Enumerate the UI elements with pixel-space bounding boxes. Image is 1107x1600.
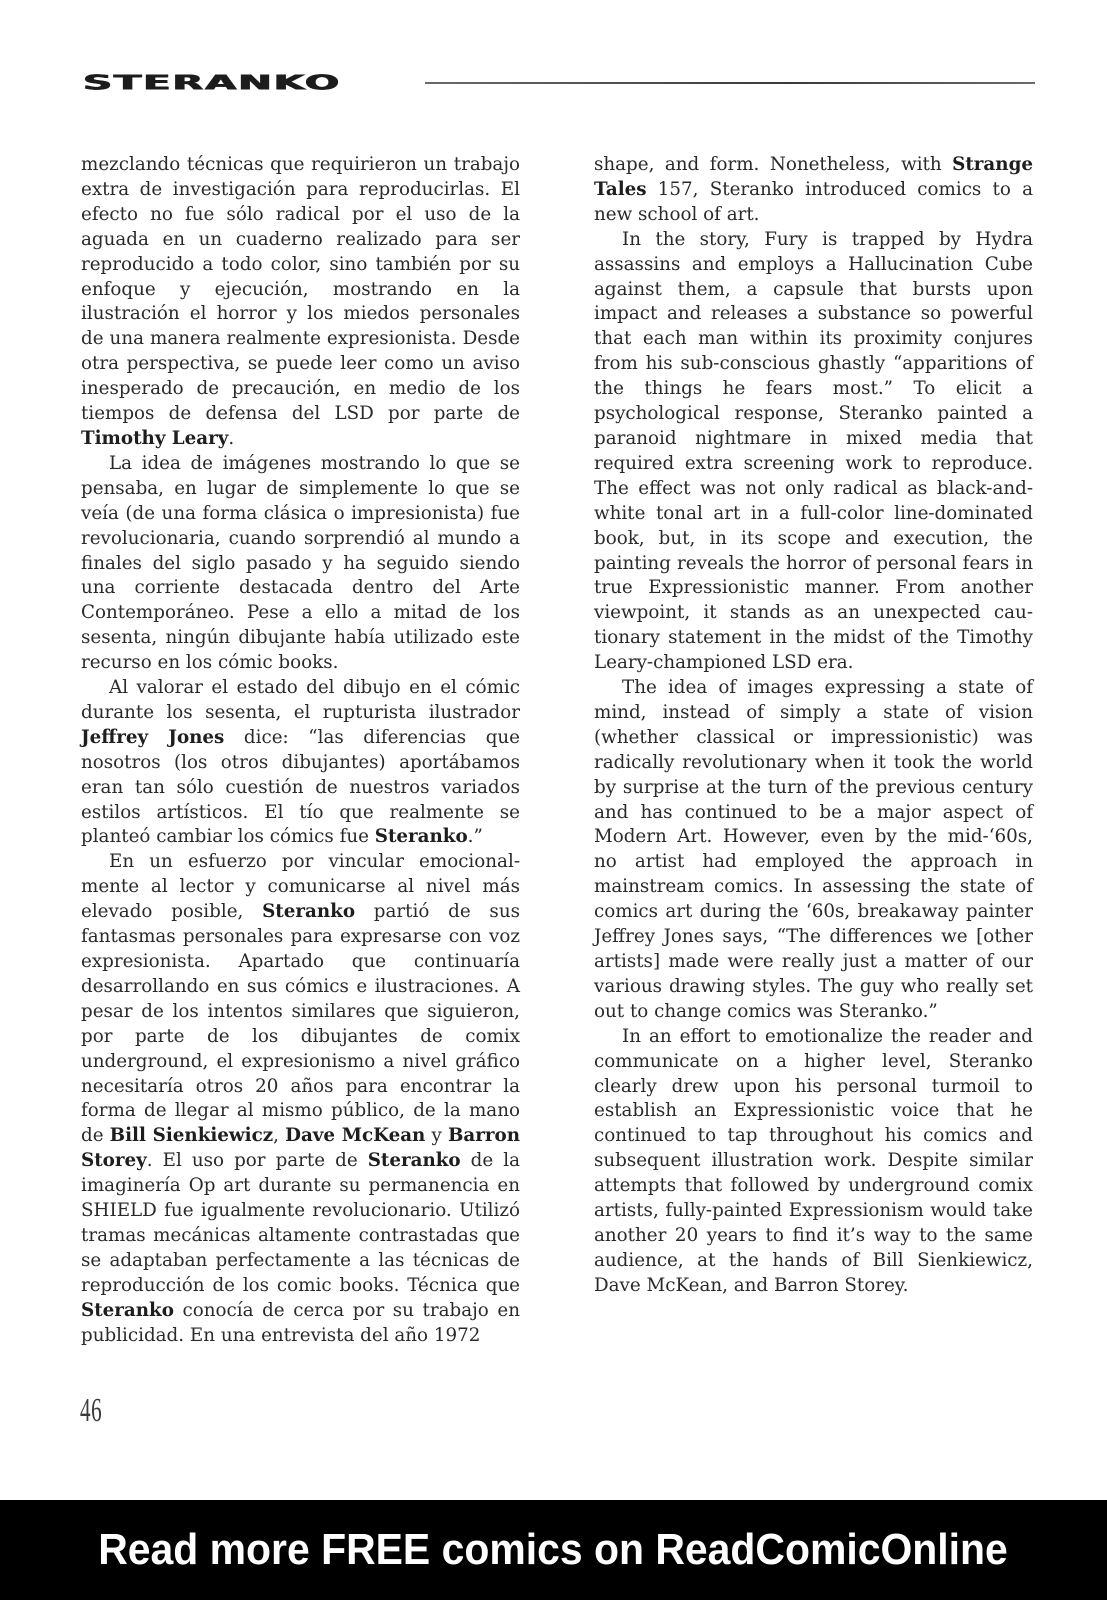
left-column <box>81 153 520 1349</box>
text-run: , <box>273 1125 286 1147</box>
text-run: En un esfuerzo por vincular emocionalmente al lector y comunicarse al nivel más elevado posible, <box>81 851 520 923</box>
text-run: La idea de imágenes mostrando lo que se pensaba, en lugar de simplemente lo que se veía (de una forma clásica o impresionista) fue revolucionaria, cuando sorprendió al mundo a finales del siglo pasado y ha seguido siendo una corriente destacada dentro del Arte Contemporáneo. Pese a ello a mitad de los sesenta, ningún dibujante había utilizado este recurso en los cómic books. <box>81 452 520 674</box>
paragraph <box>594 153 1033 228</box>
right-column <box>594 153 1033 1299</box>
text-run: In the story, Fury is trapped by Hydra assassins and employs a Hallucination Cube against them, a capsule that bursts upon impact and releases a substance so powerful that each man within its proximity conjures from his sub-conscious ghastly “apparitions of the things he fears most.” To elicit a psychological response, Steranko painted a paranoid nightmare in mixed media that required extra screening work to reproduce. The effect was not only radical as black-and-white tonal art in a full-color line-dominated book, but, in its scope and execution, the painting reveals the horror of personal fears in true Expressionistic manner. From another viewpoint, it stands as an unexpected cautionary statement in the midst of the Timothy Leary-championed LSD era. <box>594 228 1033 674</box>
page-number: 46 <box>80 1392 103 1429</box>
steranko-logo: STERANKO <box>83 70 341 95</box>
promo-banner[interactable] <box>0 1500 1107 1600</box>
bold-name: Timothy Leary <box>81 427 229 449</box>
paragraph <box>81 850 520 1348</box>
bold-name: Steranko <box>367 1150 461 1172</box>
bold-name: Barron Storey <box>81 1125 520 1172</box>
text-run: partió de sus fantasmas personales para expresarse con voz expresionista. Apartado que continuaría desarrollando en sus cómics e ilustraciones. A pesar de los intentos similares que siguieron, por parte de los dibujantes de comix underground, el expresionismo a nivel gráfico necesitaría otros 20 años para encontrar la forma de llegar al mismo público, de la mano de <box>81 901 520 1147</box>
promo-banner-text[interactable]: Read more FREE comics on ReadComicOnline <box>98 1525 1009 1574</box>
text-run: . <box>228 427 235 449</box>
header-rule <box>425 82 1035 84</box>
text-run: de la imaginería Op art durante su permanencia en SHIELD fue igualmente revolucionario. Utilizó tramas mecánicas altamente contrastadas que se adaptaban perfectamente a las técnicas de reproducción de los comic books. Técnica que <box>81 1150 521 1296</box>
text-run: y <box>425 1125 448 1147</box>
text-run: conocía de cerca por su trabajo en publicidad. En una entrevista del año 1972 <box>81 1299 520 1346</box>
paragraph <box>81 452 520 676</box>
paragraph <box>81 676 520 850</box>
bold-name: Dave McKean <box>285 1125 426 1147</box>
paragraph <box>594 228 1033 676</box>
bold-name: Strange Tales <box>594 154 1033 200</box>
bold-name: Steranko <box>81 1299 174 1321</box>
paragraph <box>594 1025 1033 1299</box>
text-run: 157, Steranko introduced comics to a new school of art. <box>594 178 1033 225</box>
bold-name: Steranko <box>374 826 468 848</box>
text-run: dice: “las diferencias que nosotros (los otros dibujantes) aportábamos eran tan sólo cuestión de nuestros variados estilos artísticos. El tío que realmente se planteó cambiar los cómics fue <box>81 726 520 848</box>
text-run: Al valorar el estado del dibujo en el cómic durante los sesenta, el rupturista ilustrador <box>81 677 520 723</box>
text-run: .” <box>467 826 483 848</box>
bold-name: Bill Sienkiewicz <box>109 1125 274 1147</box>
text-run: mezclando técnicas que requirieron un trabajo extra de investigación para reproducirlas. El efecto no fue sólo radical por el uso de la aguada en un cuaderno realizado para ser reproducido a todo color, sino también por su enfoque y ejecución, mostrando en la ilustración el horror y los miedos personales de una manera realmente expresionista. Desde otra perspectiva, se puede leer como un aviso inesperado de precaución, en medio de los tiempos de defensa del LSD por parte de <box>81 154 520 425</box>
text-run: The idea of images expressing a state of mind, instead of simply a state of vision (whether classical or impressionistic) was radically revolutionary when it took the world by surprise at the turn of the previous century and has continued to be a major aspect of Modern Art. However, even by the mid-‘60s, no artist had employed the approach in mainstream comics. In assessing the state of comics art during the ‘60s, breakaway painter Jeffrey Jones says, “The differences we [other artists] made were really just a matter of our various drawing styles. The guy who really set out to change comics was Steranko.” <box>594 677 1033 1022</box>
text-run: shape, and form. Nonetheless, with <box>594 154 953 175</box>
bold-name: Steranko <box>262 901 356 923</box>
paragraph <box>594 676 1033 1025</box>
paragraph <box>81 153 520 452</box>
bold-name: Jeffrey Jones <box>81 726 225 748</box>
text-run: . El uso por parte de <box>146 1150 368 1172</box>
text-run: In an effort to emotionalize the reader and communicate on a higher level, Steranko clearly drew upon his personal turmoil to establish an Expressionistic voice that he continued to tap throughout his comics and subsequent illustration work. Despite similar attempts that followed by underground comix artists, fully-painted Expressionism would take another 20 years to find it’s way to the same audience, at the hands of Bill Sienkiewicz, Dave McKean, and Barron Storey. <box>594 1025 1033 1296</box>
page-header <box>83 70 1035 96</box>
